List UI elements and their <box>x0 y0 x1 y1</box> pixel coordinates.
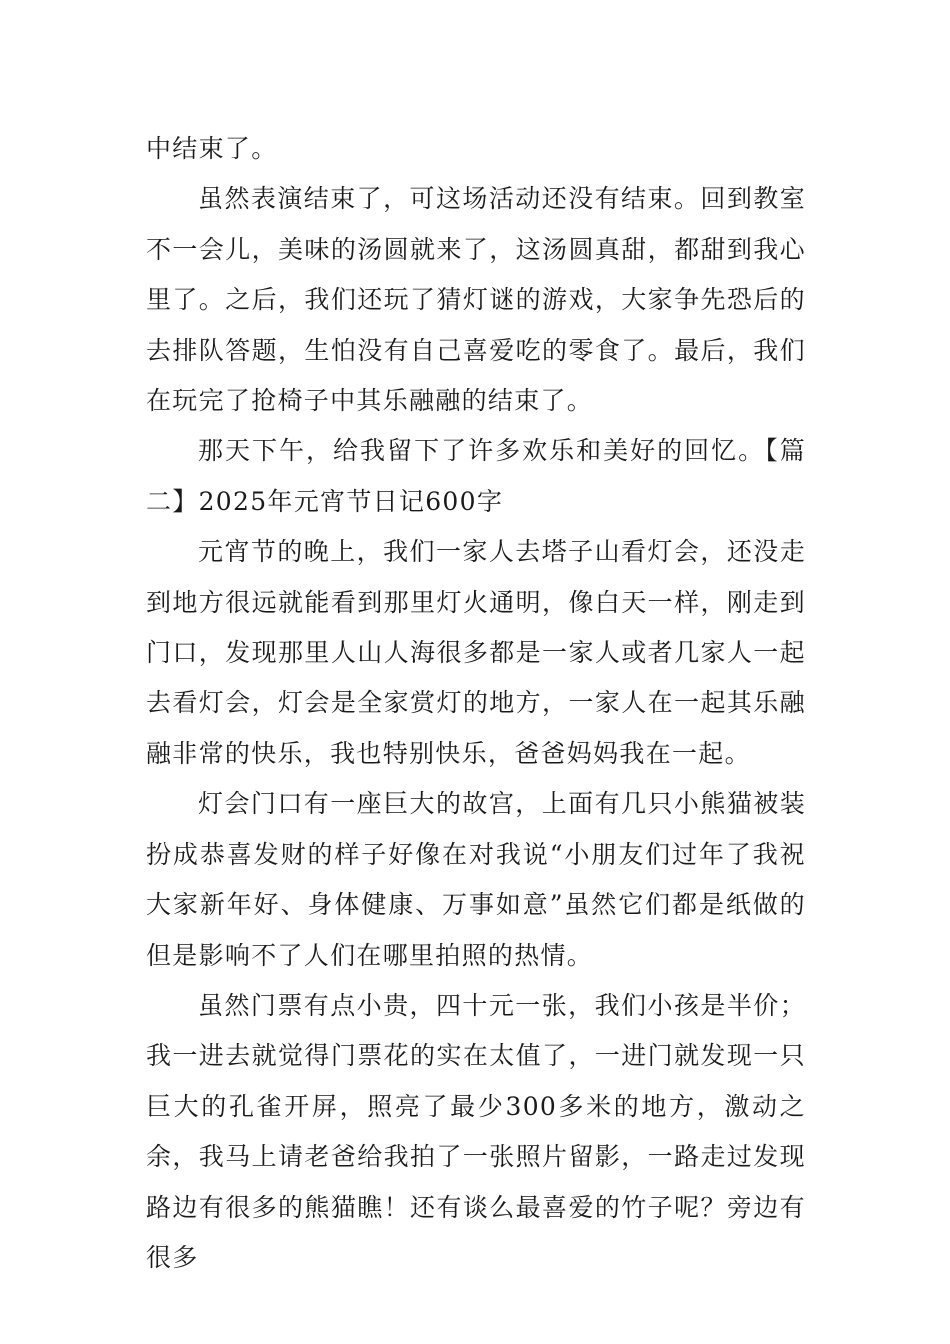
paragraph-1: 中结束了。 <box>146 134 278 163</box>
paragraph-5: 灯会门口有一座巨大的故宫，上面有几只小熊猫被装扮成恭喜发财的样子好像在对我说“小朋友们过年了我祝大家新年好、身体健康、万事如意”虽然它们都是纸做的但是影响不了人们在哪里拍照的热情。 <box>146 789 806 970</box>
paragraph-4: 元宵节的晚上，我们一家人去塔子山看灯会，还没走到地方很远就能看到那里灯火通明，像白天一样，刚走到门口，发现那里人山人海很多都是一家人或者几家人一起去看灯会，灯会是全家赏灯的地方，一家人在一起其乐融融非常的快乐，我也特别快乐，爸爸妈妈我在一起。 <box>146 537 806 768</box>
paragraph-2: 虽然表演结束了，可这场活动还没有结束。回到教室不一会儿，美味的汤圆就来了，这汤圆真甜，都甜到我心里了。之后，我们还玩了猜灯谜的游戏，大家争先恐后的去排队答题，生怕没有自己喜爱吃的零食了。最后，我们在玩完了抢椅子中其乐融融的结束了。 <box>146 184 806 416</box>
paragraph-6: 虽然门票有点小贵，四十元一张，我们小孩是半价；我一进去就觉得门票花的实在太值了，一进门就发现一只巨大的孔雀开屏，照亮了最少300多米的地方，激动之余，我马上请老爸给我拍了一张照片留影，一路走过发现路边有很多的熊猫瞧！还有谈么最喜爱的竹子呢？旁边有很多 <box>146 990 806 1272</box>
document-page <box>146 124 806 1283</box>
paragraph-3: 那天下午，给我留下了许多欢乐和美好的回忆。【篇二】2025年元宵节日记600字 <box>146 436 806 516</box>
